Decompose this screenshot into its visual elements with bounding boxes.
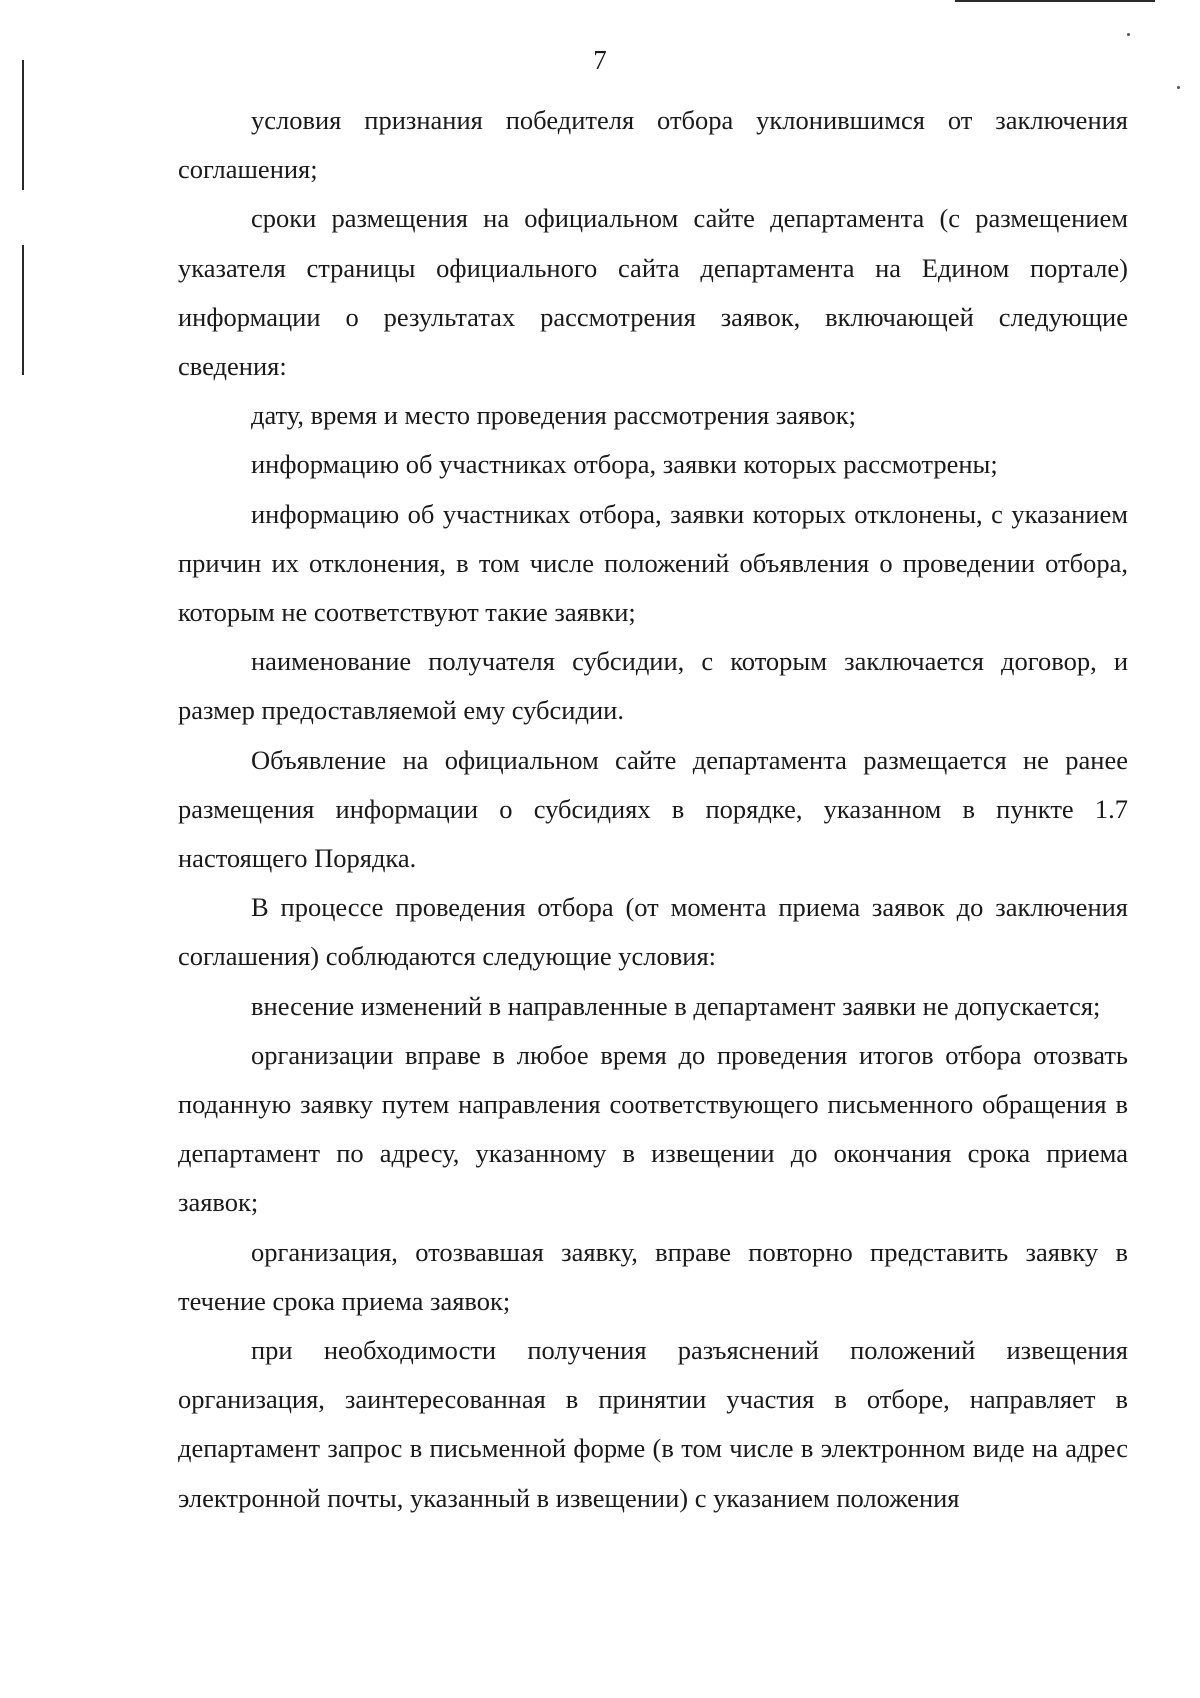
scan-speck-1 (1127, 33, 1130, 36)
paragraph-clarification-request: при необходимости получения разъяснений положений извещения организация, заинтересованная в принятии участия в отборе, направляет в департамент запрос в письменной форме (в том числе в электронном виде на адрес электронной почты, указанный в извещении) с указанием положения (178, 1335, 1128, 1513)
paragraph-announcement: Объявление на официальном сайте департамента размещается не ранее размещения информации о субсидиях в порядке, указанном в пункте 1.7 настоящего Порядка. (178, 744, 1128, 874)
document-body (178, 96, 1128, 1523)
paragraph-resubmit-application: организация, отозвавшая заявку, вправе повторно представить заявку в течение срока приема заявок; (178, 1236, 1128, 1316)
paragraph-winner-evasion: условия признания победителя отбора уклонившимся от заключения соглашения; (178, 105, 1128, 185)
page-number: 7 (593, 45, 607, 75)
paragraph-reviewed-participants: информацию об участниках отбора, заявки которых рассмотрены; (251, 449, 998, 480)
paragraph-selection-conditions: В процессе проведения отбора (от момента приема заявок до заключения соглашения) соблюдаются следующие условия: (178, 892, 1128, 972)
paragraph-withdraw-application: организации вправе в любое время до проведения итогов отбора отозвать поданную заявку путем направления соответствующего письменного обращения в департамент по адресу, указанному в извещении до окончания срока приема заявок; (178, 1039, 1128, 1218)
paragraph-review-date: дату, время и место проведения рассмотрения заявок; (251, 400, 857, 431)
paragraph-publication-terms: сроки размещения на официальном сайте департамента (с размещением указателя страницы официального сайта департамента на Едином портале) информации о результатах рассмотрения заявок, включающей следующие сведения: (178, 203, 1128, 382)
scan-mark-left-lower (22, 245, 24, 375)
scan-speck-2 (1177, 86, 1180, 89)
paragraph-rejected-participants: информацию об участниках отбора, заявки которых отклонены, с указанием причин их отклонения, в том числе положений объявления о проведении отбора, которым не соответствуют такие заявки; (178, 498, 1128, 628)
paragraph-no-changes: внесение изменений в направленные в департамент заявки не допускается; (251, 990, 1101, 1021)
scan-mark-top-right (955, 0, 1155, 2)
paragraph-recipient-name: наименование получателя субсидии, с которым заключается договор, и размер предоставляемой ему субсидии. (178, 646, 1128, 726)
